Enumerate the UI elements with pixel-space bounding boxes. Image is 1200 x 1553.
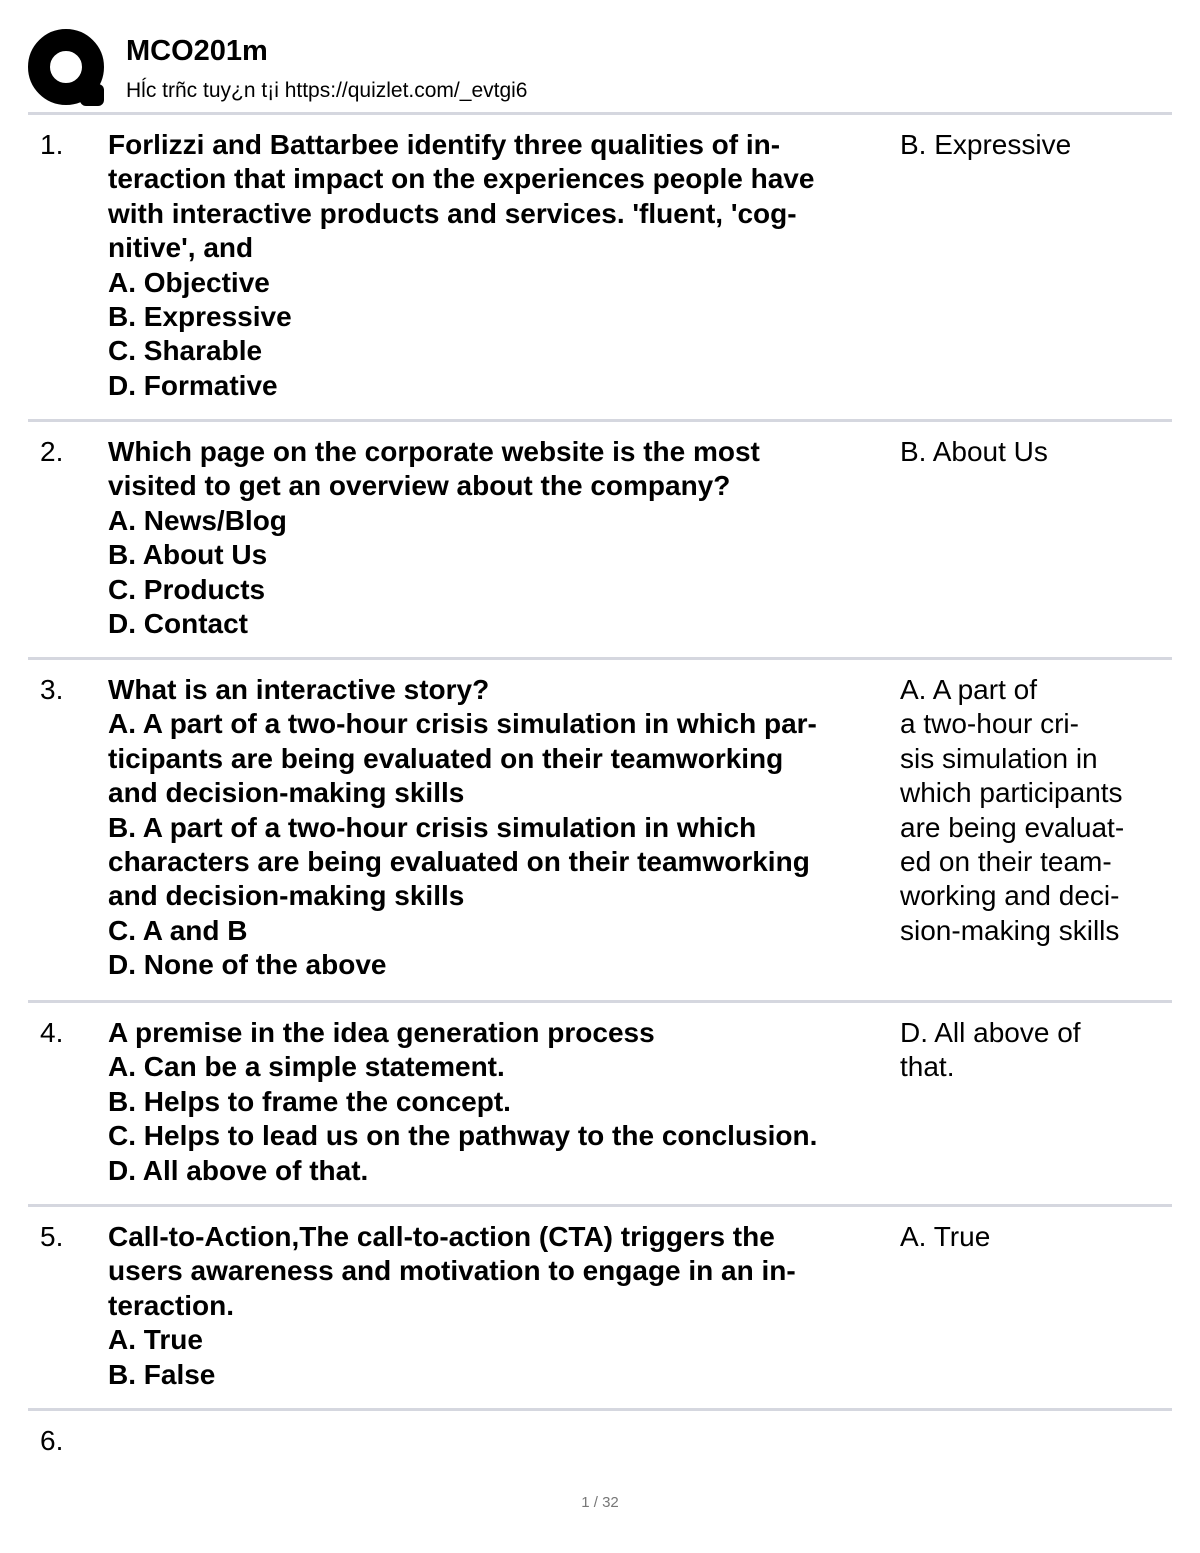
question-item — [28, 657, 1172, 1000]
option-c: C. Helps to lead us on the pathway to the conclusion. — [108, 1120, 818, 1152]
option-a: A. True — [108, 1324, 203, 1356]
answer-line: sis simulation in — [900, 742, 1098, 774]
question-item — [28, 112, 1172, 419]
question-item — [28, 419, 1172, 657]
question-line: Which page on the corporate website is the most — [108, 436, 760, 467]
option-d: D. Contact — [108, 608, 248, 640]
answer-line: A. True — [900, 1221, 991, 1252]
question-number: 2. — [40, 436, 64, 467]
question-item — [28, 1000, 1172, 1204]
question-line: teraction that impact on the experiences people have — [108, 163, 815, 195]
option-a: A. Objective — [108, 266, 270, 298]
question-line: Call-to-Action,The call-to-action (CTA) triggers the — [108, 1221, 775, 1252]
option-b-continued: and decision-making skills — [108, 880, 465, 912]
question-item — [28, 1408, 1172, 1478]
option-b-continued: characters are being evaluated on their teamworking — [108, 846, 810, 878]
question-number: 5. — [40, 1221, 64, 1252]
option-c: C. Sharable — [108, 335, 263, 367]
option-b: B. False — [108, 1358, 216, 1390]
question-number: 6. — [40, 1425, 64, 1456]
answer-line: a two-hour cri- — [900, 708, 1079, 740]
question-text — [108, 128, 898, 403]
document-title: MCO201m — [126, 35, 268, 67]
answer-text — [900, 1220, 1168, 1254]
question-number: 3. — [40, 674, 64, 705]
option-c: C. Products — [108, 573, 266, 605]
option-c: C. A and B — [108, 914, 248, 946]
option-a: A. Can be a simple statement. — [108, 1051, 505, 1083]
question-text — [108, 1220, 898, 1392]
question-number: 1. — [40, 129, 64, 160]
option-a: A. A part of a two-hour crisis simulation in which par- — [108, 708, 817, 740]
question-line: A premise in the idea generation process — [108, 1017, 655, 1048]
option-d: D. None of the above — [108, 949, 387, 981]
question-list — [28, 112, 1172, 1478]
option-d: D. Formative — [108, 369, 278, 401]
question-line: teraction. — [108, 1289, 235, 1321]
question-number: 4. — [40, 1017, 64, 1048]
answer-line: sion-making skills — [900, 914, 1120, 946]
question-text — [108, 435, 898, 641]
option-a-continued: ticipants are being evaluated on their teamworking — [108, 742, 784, 774]
answer-line: ed on their team- — [900, 846, 1112, 878]
question-item — [28, 1204, 1172, 1408]
question-text — [108, 673, 898, 983]
answer-line: which participants — [900, 777, 1123, 809]
quizlet-logo-icon — [28, 28, 108, 108]
answer-line: B. About Us — [900, 436, 1048, 467]
option-b: B. About Us — [108, 539, 268, 571]
page-indicator: 1 / 32 — [581, 1494, 619, 1511]
answer-line: D. All above of — [900, 1017, 1081, 1048]
answer-text — [900, 1016, 1168, 1085]
question-line: What is an interactive story? — [108, 674, 490, 705]
question-line: nitive', and — [108, 232, 254, 264]
option-a-continued: and decision-making skills — [108, 777, 465, 809]
question-line: with interactive products and services. 'fluent, 'cog- — [108, 197, 797, 229]
page-header — [28, 28, 1172, 108]
answer-text — [900, 673, 1168, 948]
question-line: Forlizzi and Battarbee identify three qualities of in- — [108, 129, 781, 160]
answer-line: B. Expressive — [900, 129, 1072, 160]
answer-line: working and deci- — [900, 880, 1120, 912]
question-line: users awareness and motivation to engage in an in- — [108, 1255, 796, 1287]
answer-line: are being evaluat- — [900, 811, 1125, 843]
answer-line: that. — [900, 1051, 955, 1083]
answer-text — [900, 128, 1168, 162]
option-b: B. Helps to frame the concept. — [108, 1085, 511, 1117]
option-a: A. News/Blog — [108, 504, 287, 536]
question-text — [108, 1016, 898, 1188]
answer-text — [900, 435, 1168, 469]
option-b: B. Expressive — [108, 301, 292, 333]
document-subtitle: Hĺc trñc tuy¿n t¡i https://quizlet.com/_evtgi6 — [126, 79, 528, 102]
question-line: visited to get an overview about the company? — [108, 470, 731, 502]
answer-line: A. A part of — [900, 674, 1037, 705]
option-b: B. A part of a two-hour crisis simulation in which — [108, 811, 757, 843]
option-d: D. All above of that. — [108, 1154, 369, 1186]
